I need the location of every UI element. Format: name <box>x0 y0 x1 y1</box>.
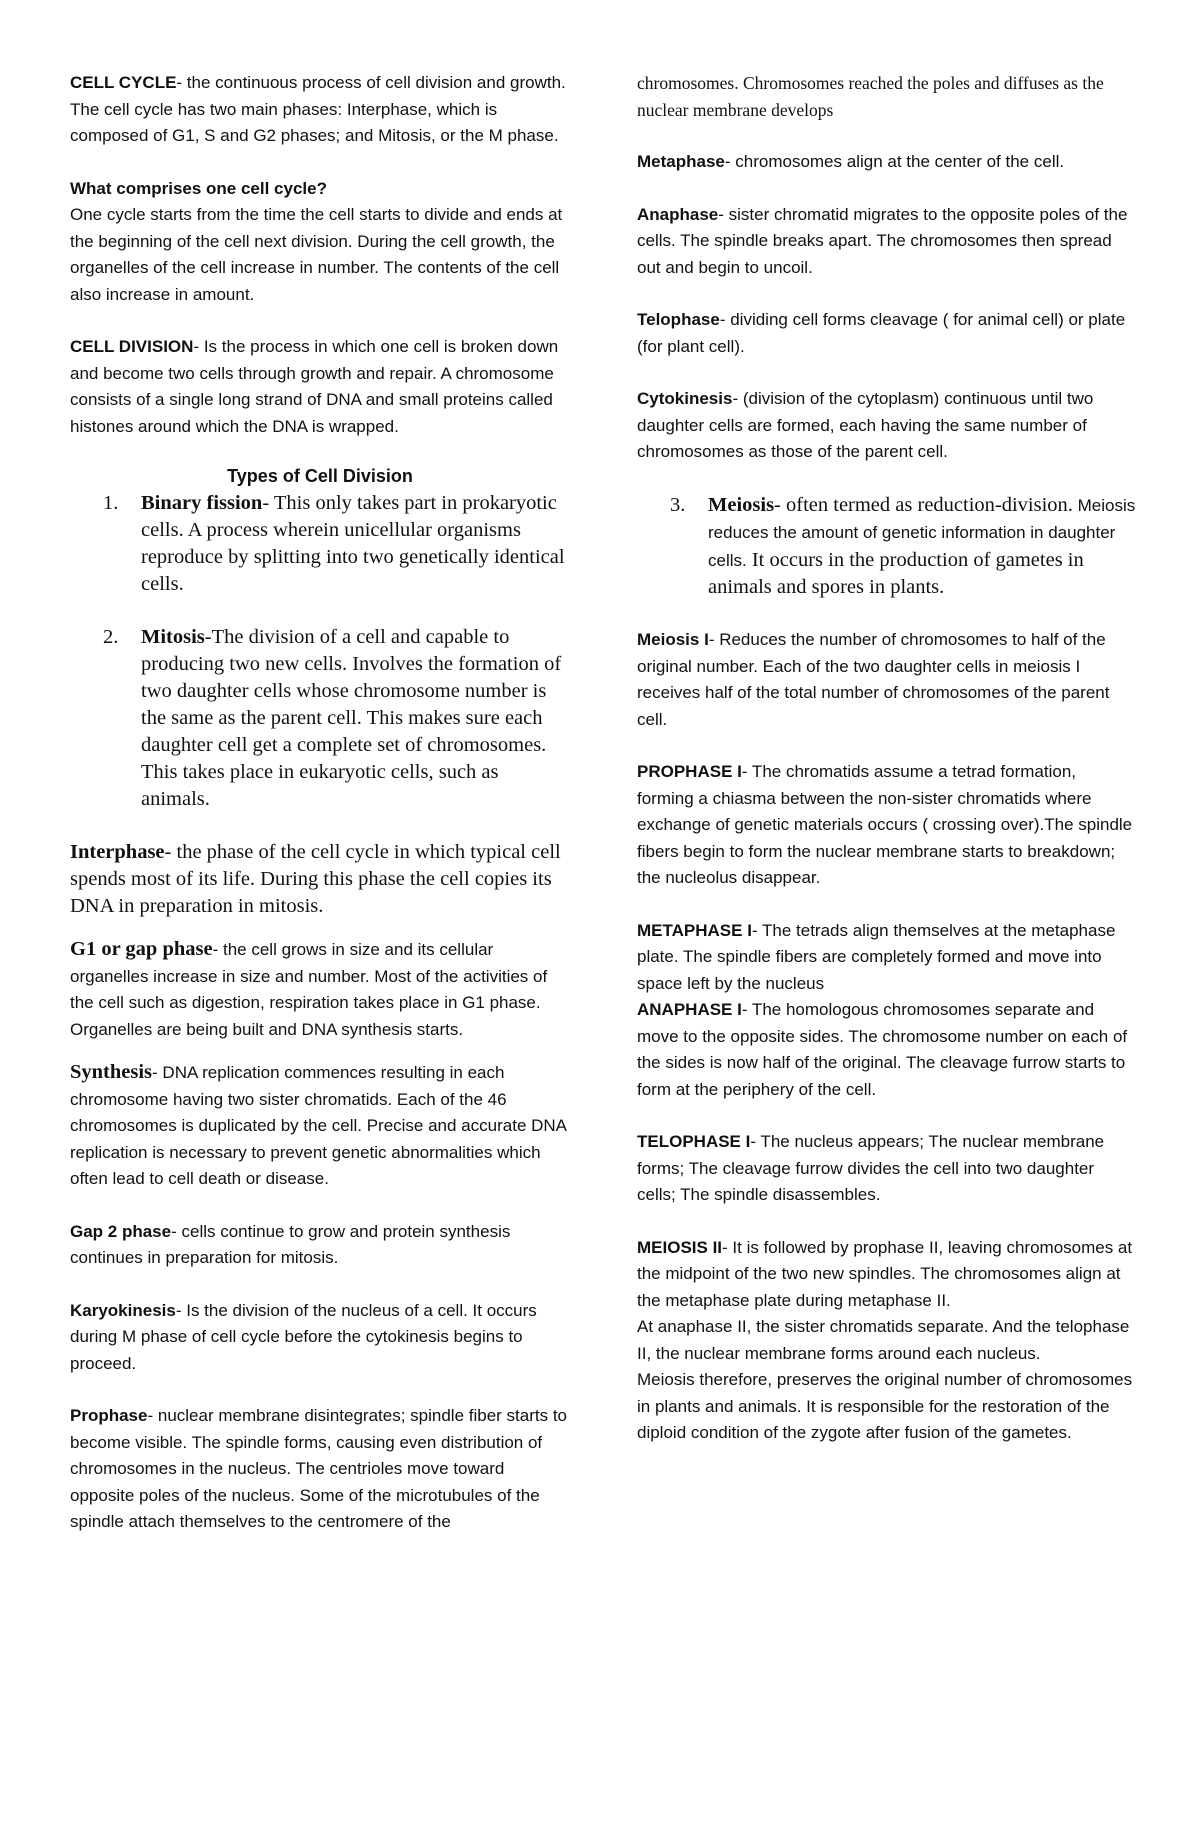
telophase1-text: - The nucleus appears; The nuclear membrane forms; The cleavage furrow divides the cell into two daughter cells; The spindle disassembles. <box>637 1132 1105 1204</box>
right-column <box>637 70 1137 1447</box>
anaphase-term: Anaphase <box>637 204 719 224</box>
prophase1-text: - The chromatids assume a tetrad formation, forming a chiasma between the non-sister chromatids where exchange of genetic materials occurs ( crossing over).The spindle fibers begin to form the nuclear membrane starts to breakdown; the nucleolus disappear. <box>637 762 1133 887</box>
prophase-text: - nuclear membrane disintegrates; spindle fiber starts to become visible. The spindle forms, causing even distribution of chromosomes in the nucleus. The centrioles move toward opposite poles of the nucleus. Some of the microtubules of the spindle attach themselves to the centromere of the <box>70 1406 568 1531</box>
metaphase-term: Metaphase <box>637 152 725 171</box>
gap2-text: - cells continue to grow and protein synthesis continues in preparation for mitosis. <box>70 1221 511 1267</box>
cytokinesis-term: Cytokinesis <box>637 389 733 408</box>
mitosis-text: -The division of a cell and capable to producing two new cells. Involves the formation of two daughter cells whose chromosome number is the same as the parent cell. This makes sure each daughter cell get a complete set of chromosomes. This takes place in eukaryotic cells, such as animals. <box>141 626 562 810</box>
binary-fission-term: Binary fission <box>141 492 263 514</box>
anaphase-text: - sister chromatid migrates to the opposite poles of the cells. The spindle breaks apart. The chromosomes then spread out and begin to uncoil. <box>637 204 1128 277</box>
cell-division-text: - Is the process in which one cell is broken down and become two cells through growth and repair. A chromosome consists of a single long strand of DNA and small proteins called histones around which the DNA is wrapped. <box>70 337 559 436</box>
metaphase-text: - chromosomes align at the center of the cell. <box>724 152 1065 171</box>
meiosis1-paragraph <box>637 627 1137 733</box>
telophase1-term: TELOPHASE I <box>637 1132 751 1151</box>
anaphase1-paragraph <box>637 997 1137 1103</box>
meiosis-term: Meiosis <box>708 493 775 516</box>
cell-cycle-text: - the continuous process of cell division and growth. The cell cycle has two main phases: Interphase, which is composed of G1, S and G2 phases; and Mitosis, or the M phase. <box>70 73 566 145</box>
left-column <box>70 70 570 1536</box>
prophase1-term: PROPHASE I <box>637 762 742 781</box>
karyokinesis-term: Karyokinesis <box>70 1300 176 1320</box>
metaphase-paragraph <box>637 149 1137 176</box>
telophase-text: - dividing cell forms cleavage ( for animal cell) or plate (for plant cell). <box>637 310 1126 356</box>
meiosis-text-a: - often termed as reduction-division. <box>774 493 1073 516</box>
synthesis-paragraph <box>70 1059 570 1193</box>
telophase-paragraph <box>637 307 1137 360</box>
prophase-term: Prophase <box>70 1406 148 1425</box>
interphase-term: Interphase <box>70 841 165 863</box>
metaphase1-term: METAPHASE I <box>637 920 752 940</box>
meiosis-text-b: Meiosis reduces the amount of genetic information in daughter cells. <box>708 495 1136 570</box>
anaphase1-text: - The homologous chromosomes separate and move to the opposite sides. The chromosome number on each of the sides is now half of the original. The cleavage furrow starts to form at the periphery of the cell. <box>637 1000 1128 1099</box>
g1-term: G1 or gap phase <box>70 938 213 960</box>
cell-cycle-paragraph <box>70 70 570 150</box>
mitosis-item <box>70 624 570 813</box>
interphase-paragraph <box>70 839 570 920</box>
karyokinesis-text: - Is the division of the nucleus of a cell. It occurs during M phase of cell cycle before the cytokinesis begins to proceed. <box>70 1300 537 1373</box>
what-comprises-question <box>70 176 570 203</box>
cytokinesis-text: - (division of the cytoplasm) continuous until two daughter cells are formed, each having the same number of chromosomes as those of the parent cell. <box>637 389 1094 461</box>
binary-fission-number: 1. <box>103 492 119 514</box>
meiosis-text-c: It occurs in the production of gametes in animals and spores in plants. <box>708 548 1084 598</box>
meiosis2-paragraph-3: Meiosis therefore, preserves the original number of chromosomes in plants and animals. It is responsible for the restoration of the diploid condition of the zygote after fusion of the gametes. <box>637 1370 1133 1442</box>
meiosis-item <box>637 492 1137 602</box>
g1-text: - the cell grows in size and its cellular organelles increase in size and number. Most of the activities of the cell such as digestion, respiration takes place in G1 phase. Organelles are being built and DNA synthesis starts. <box>70 940 548 1039</box>
karyokinesis-paragraph <box>70 1298 570 1378</box>
cell-division-paragraph <box>70 334 570 440</box>
mitosis-number: 2. <box>103 626 119 648</box>
cell-division-term: CELL DIVISION <box>70 337 194 356</box>
binary-fission-text: - This only takes part in prokaryotic cells. A process wherein unicellular organisms reproduce by splitting into two genetically identical cells. <box>141 492 565 595</box>
meiosis2-paragraph-2: At anaphase II, the sister chromatids separate. And the telophase II, the nuclear membrane forms around each nucleus. <box>637 1317 1130 1363</box>
binary-fission-item <box>70 490 570 598</box>
meiosis2-text: - It is followed by prophase II, leaving chromosomes at the midpoint of the two new spindles. The chromosomes align at the metaphase plate during metaphase II. <box>637 1237 1133 1310</box>
telophase-term: Telophase <box>637 310 720 329</box>
prophase-continuation: chromosomes. Chromosomes reached the poles and diffuses as the nuclear membrane develops <box>637 73 1104 120</box>
anaphase1-term: ANAPHASE I <box>637 1000 742 1019</box>
meiosis-number: 3. <box>670 493 686 516</box>
prophase-paragraph <box>70 1403 570 1536</box>
what-comprises-question-text: What comprises one cell cycle? <box>70 178 327 198</box>
meiosis1-term: Meiosis I <box>637 630 709 649</box>
prophase1-paragraph <box>637 759 1137 892</box>
cell-cycle-term: CELL CYCLE <box>70 73 177 92</box>
what-comprises-paragraph: One cycle starts from the time the cell starts to divide and ends at the beginning of the cell next division. During the cell growth, the organelles of the cell increase in number. The contents of the cell also increase in amount. <box>70 205 563 304</box>
gap2-paragraph <box>70 1219 570 1272</box>
synthesis-term: Synthesis <box>70 1061 153 1083</box>
interphase-text: - the phase of the cell cycle in which typical cell spends most of its life. During this phase the cell copies its DNA in preparation in mitosis. <box>70 841 561 917</box>
anaphase-paragraph <box>637 202 1137 282</box>
types-heading: Types of Cell Division <box>227 466 413 486</box>
metaphase1-paragraph <box>637 918 1137 998</box>
telophase1-paragraph <box>637 1129 1137 1209</box>
cytokinesis-paragraph <box>637 386 1137 466</box>
gap2-term: Gap 2 phase <box>70 1221 172 1241</box>
g1-paragraph <box>70 936 570 1043</box>
synthesis-text: - DNA replication commences resulting in each chromosome having two sister chromatids. Each of the 46 chromosomes is duplicated by the cell. Precise and accurate DNA replication is necessary to prevent genetic abnormalities which often lead to cell death or disease. <box>70 1063 567 1188</box>
meiosis2-term: MEIOSIS II <box>637 1237 723 1257</box>
meiosis1-text: - Reduces the number of chromosomes to half of the original number. Each of the two daughter cells in meiosis I receives half of the total number of chromosomes of the parent cell. <box>637 630 1110 729</box>
metaphase1-text: - The tetrads align themselves at the metaphase plate. The spindle fibers are completely formed and move into space left by the nucleus <box>637 920 1116 993</box>
mitosis-term: Mitosis <box>141 626 205 648</box>
meiosis2-paragraph <box>637 1235 1137 1315</box>
